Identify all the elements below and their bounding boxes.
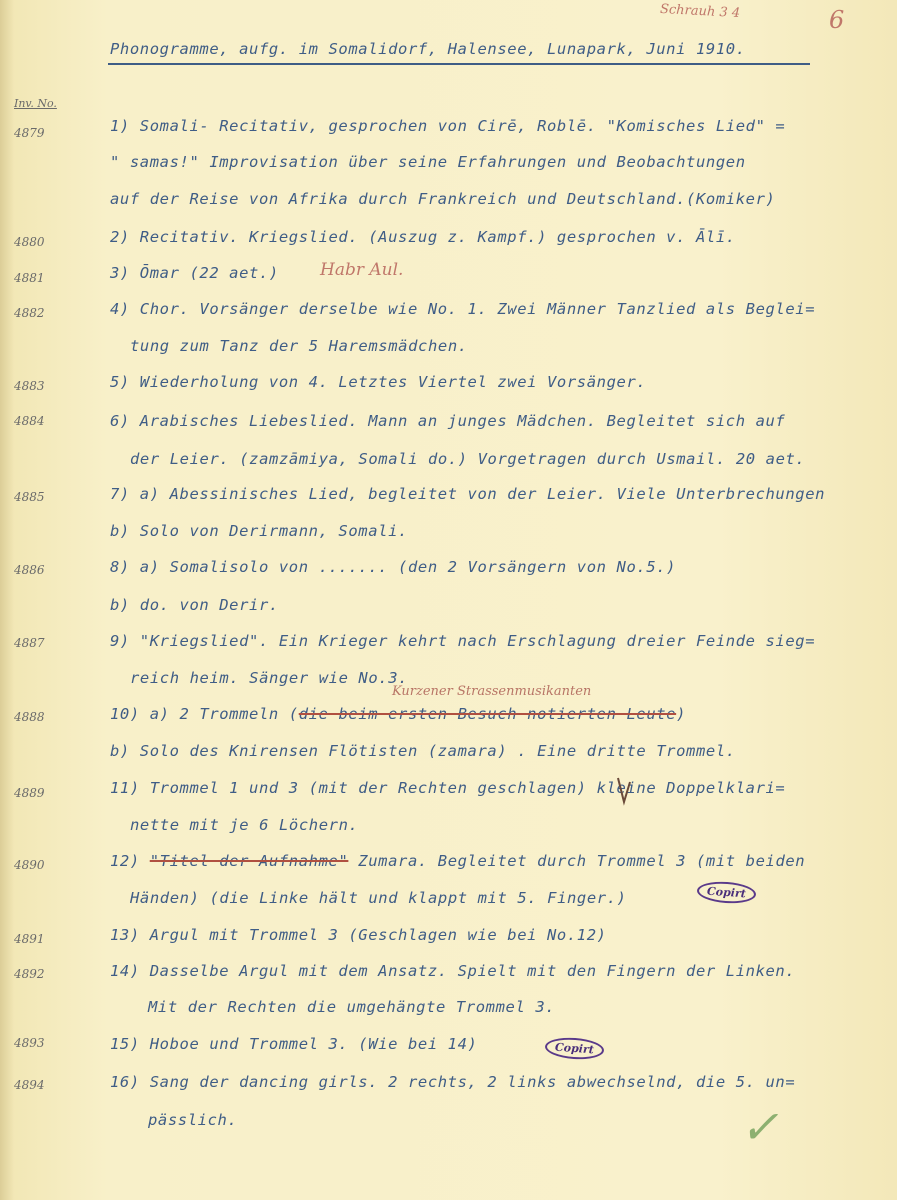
paper-edge-shadow — [0, 0, 14, 1200]
inventory-number: 4885 — [14, 490, 45, 504]
inventory-number: 4884 — [14, 414, 45, 428]
entry-line: tung zum Tanz der 5 Haremsmädchen. — [130, 337, 468, 355]
entry-line: pässlich. — [148, 1111, 238, 1129]
entry-line: 9) "Kriegslied". Ein Krieger kehrt nach Erschlagung dreier Feinde sieg= — [110, 632, 816, 650]
pencil-note: Habr Aul. — [320, 260, 404, 280]
entry-line: b) Solo des Knirensen Flötisten (zamara) . Eine dritte Trommel. — [110, 742, 736, 760]
inventory-number: 4880 — [14, 235, 45, 249]
pencil-note-above: Kurzener Strassenmusikanten — [392, 684, 592, 699]
entry-line: 16) Sang der dancing girls. 2 rechts, 2 links abwechselnd, die 5. un= — [110, 1073, 796, 1091]
entry-line: 2) Recitativ. Kriegslied. (Auszug z. Kampf.) gesprochen v. Ālī. — [110, 228, 736, 246]
inventory-number: 4879 — [14, 126, 45, 140]
entry-line: auf der Reise von Afrika durch Frankreich und Deutschland.(Komiker) — [110, 190, 776, 208]
entry-line: 12) "Titel der Aufnahme" Zumara. Begleitet durch Trommel 3 (mit beiden — [110, 852, 806, 870]
entry-line: " samas!" Improvisation über seine Erfahrungen und Beobachtungen — [110, 153, 746, 171]
copirt-stamp: Copirt — [696, 880, 756, 905]
entry-line: nette mit je 6 Löchern. — [130, 816, 359, 834]
entry-line: 8) a) Somalisolo von ....... (den 2 Vorsängern von No.5.) — [110, 558, 677, 576]
pencil-note-top-right: Schrauh 3 4 — [659, 1, 741, 22]
inventory-number: 4893 — [14, 1036, 45, 1050]
entry-line: b) do. von Derir. — [110, 596, 279, 614]
insertion-arrow-icon — [614, 776, 634, 806]
entry-line: 10) a) 2 Trommeln (die beim ersten Besuch notierten Leute) — [110, 705, 687, 723]
inventory-number: 4891 — [14, 932, 45, 946]
entry-line: 5) Wiederholung von 4. Letztes Viertel zwei Vorsänger. — [110, 373, 647, 391]
inventory-number: 4892 — [14, 967, 45, 981]
inventory-number: 4883 — [14, 379, 45, 393]
entry-line: 13) Argul mit Trommel 3 (Geschlagen wie bei No.12) — [110, 926, 607, 944]
entry-line: 7) a) Abessinisches Lied, begleitet von der Leier. Viele Unterbrechungen — [110, 485, 826, 503]
struck-text: die beim ersten Besuch notierten Leute — [298, 705, 677, 723]
checkmark-icon: ✓ — [740, 1100, 779, 1154]
inventory-number: 4881 — [14, 271, 45, 285]
title-underline — [108, 63, 810, 65]
inventory-number: 4894 — [14, 1078, 45, 1092]
entry-line: Händen) (die Linke hält und klappt mit 5. Finger.) — [130, 889, 627, 907]
inventory-number: 4882 — [14, 306, 45, 320]
inventory-number: 4889 — [14, 786, 45, 800]
entry-line: der Leier. (zamzāmiya, Somali do.) Vorgetragen durch Usmail. 20 aet. — [130, 450, 806, 468]
page-title: Phonogramme, aufg. im Somalidorf, Halensee, Lunapark, Juni 1910. — [110, 40, 746, 58]
entry-line: 3) Ōmar (22 aet.) — [110, 264, 279, 282]
entry-line: 4) Chor. Vorsänger derselbe wie No. 1. Zwei Männer Tanzlied als Beglei= — [110, 300, 816, 318]
inventory-number: 4890 — [14, 858, 45, 872]
entry-line: b) Solo von Derirmann, Somali. — [110, 522, 408, 540]
inventory-number: 4887 — [14, 636, 45, 650]
inventory-number: 4888 — [14, 710, 45, 724]
entry-line: 15) Hoboe und Trommel 3. (Wie bei 14) — [110, 1035, 478, 1053]
inventory-number: 4886 — [14, 563, 45, 577]
entry-line: 1) Somali- Recitativ, gesprochen von Cirē, Roblē. "Komisches Lied" = — [110, 117, 786, 135]
struck-text: "Titel der Aufnahme" — [149, 852, 349, 870]
entry-line: reich heim. Sänger wie No.3. — [130, 669, 409, 687]
entry-line: 14) Dasselbe Argul mit dem Ansatz. Spielt mit den Fingern der Linken. — [110, 962, 796, 980]
entry-line: 6) Arabisches Liebeslied. Mann an junges Mädchen. Begleitet sich auf — [110, 412, 786, 430]
margin-header: Inv. No. — [14, 97, 57, 110]
page-number: 6 — [829, 6, 845, 34]
entry-line: Mit der Rechten die umgehängte Trommel 3. — [148, 998, 556, 1016]
entry-line: 11) Trommel 1 und 3 (mit der Rechten geschlagen) kleine Doppelklari= — [110, 779, 786, 797]
copirt-stamp: Copirt — [544, 1036, 604, 1061]
